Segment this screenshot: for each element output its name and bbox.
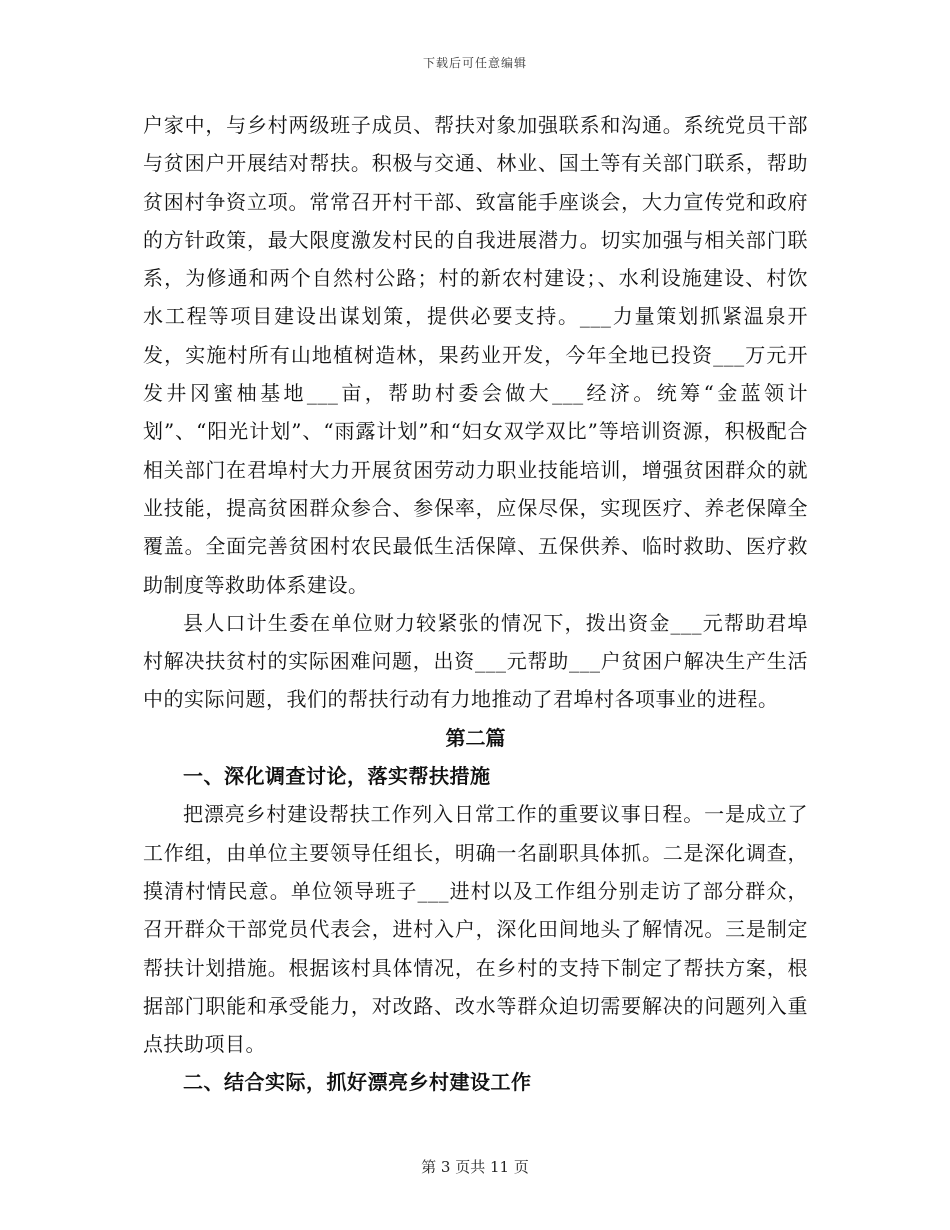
- page-footer: 第 3 页共 11 页: [421, 1158, 529, 1176]
- document-body: [143, 106, 808, 1102]
- paragraph-funding: 县人口计生委在单位财力较紧张的情况下，拨出资金___元帮助君埠村解决扶贫村的实际困难问题，出资___元帮助___户贫困户解决生产生活中的实际问题，我们的帮扶行动有力地推动了君埠村各项事业的进程。: [143, 610, 808, 712]
- heading-investigation: 一、深化调查讨论，落实帮扶措施: [183, 764, 491, 789]
- page-header: 下载后可任意编辑: [422, 56, 527, 70]
- section-title: 第二篇: [445, 725, 506, 750]
- paragraph-continued: 户家中，与乡村两级班子成员、帮扶对象加强联系和沟通。系统党员干部与贫困户开展结对帮扶。积极与交通、林业、国土等有关部门联系，帮助贫困村争资立项。常常召开村干部、致富能手座谈会，大力宣传党和政府的方针政策，最大限度激发村民的自我进展潜力。切实加强与相关部门联系，为修通和两个自然村公路；村的新农村建设；、水利设施建设、村饮水工程等项目建设出谋划策，提供必要支持。___力量策划抓紧温泉开发，实施村所有山地植树造林，果药业开发，今年全地已投资___万元开发井冈蜜柚基地___亩，帮助村委会做大___经济。统筹“金蓝领计划”、“阳光计划”、“雨露计划”和“妇女双学双比”等培训资源，积极配合相关部门在君埠村大力开展贫困劳动力职业技能培训，增强贫困群众的就业技能，提高贫困群众参合、参保率，应保尽保，实现医疗、养老保障全覆盖。全面完善贫困村农民最低生活保障、五保供养、临时救助、医疗救助制度等救助体系建设。: [143, 113, 808, 597]
- heading-village-construction: 二、结合实际，抓好漂亮乡村建设工作: [183, 1070, 532, 1095]
- paragraph-work-plan: 把漂亮乡村建设帮扶工作列入日常工作的重要议事日程。一是成立了工作组，由单位主要领导任组长，明确一名副职具体抓。二是深化调查，摸清村情民意。单位领导班子___进村以及工作组分别走访了部分群众，召开群众干部党员代表会，进村入户，深化田间地头了解情况。三是制定帮扶计划措施。根据该村具体情况，在乡村的支持下制定了帮扶方案，根据部门职能和承受能力，对改路、改水等群众迫切需要解决的问题列入重点扶助项目。: [143, 802, 808, 1057]
